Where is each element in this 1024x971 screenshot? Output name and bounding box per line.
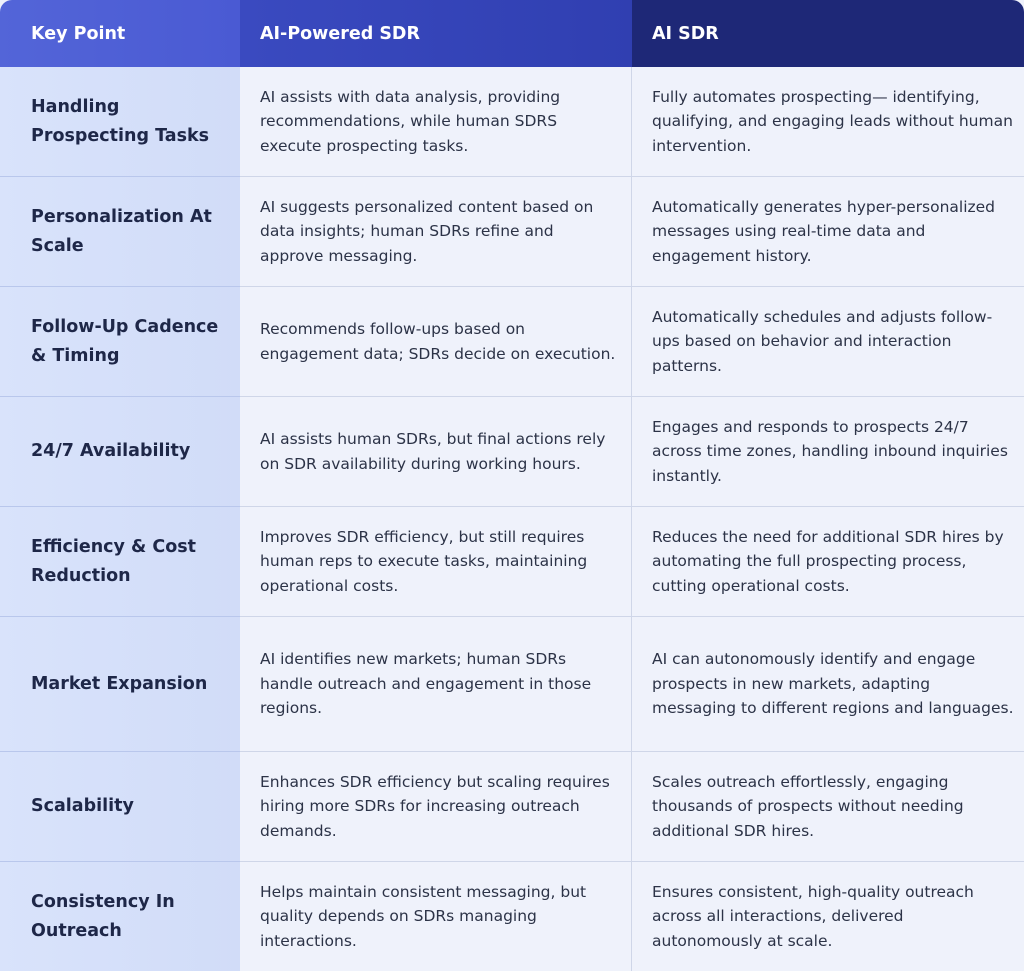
row-key: Personalization At Scale	[0, 177, 240, 287]
row-ai-sdr-cell: AI can autonomously identify and engage prospects in new markets, adapting messaging to different regions and languages.	[632, 617, 1024, 752]
row-key: Follow-Up Cadence & Timing	[0, 287, 240, 397]
row-key: Handling Prospecting Tasks	[0, 67, 240, 177]
row-ai-powered-cell: Improves SDR efficiency, but still requires human reps to execute tasks, maintaining operational costs.	[240, 507, 632, 617]
header-ai-sdr: AI SDR	[632, 0, 1024, 67]
row-key: Consistency In Outreach	[0, 862, 240, 971]
header-ai-powered-sdr: AI-Powered SDR	[240, 0, 632, 67]
row-ai-powered-cell: AI assists with data analysis, providing recommendations, while human SDRS execute prospecting tasks.	[240, 67, 632, 177]
header-key-point: Key Point	[0, 0, 240, 67]
row-ai-sdr-cell: Automatically generates hyper-personalized messages using real-time data and engagement history.	[632, 177, 1024, 287]
row-key: Efficiency & Cost Reduction	[0, 507, 240, 617]
row-ai-powered-cell: AI identifies new markets; human SDRs handle outreach and engagement in those regions.	[240, 617, 632, 752]
row-ai-sdr-cell: Scales outreach effortlessly, engaging thousands of prospects without needing additional SDR hires.	[632, 752, 1024, 862]
row-ai-sdr-cell: Reduces the need for additional SDR hires by automating the full prospecting process, cutting operational costs.	[632, 507, 1024, 617]
row-ai-powered-cell: AI suggests personalized content based on data insights; human SDRs refine and approve messaging.	[240, 177, 632, 287]
row-ai-sdr-cell: Automatically schedules and adjusts follow-ups based on behavior and interaction patterns.	[632, 287, 1024, 397]
row-ai-sdr-cell: Engages and responds to prospects 24/7 across time zones, handling inbound inquiries instantly.	[632, 397, 1024, 507]
row-ai-powered-cell: AI assists human SDRs, but final actions rely on SDR availability during working hours.	[240, 397, 632, 507]
row-ai-powered-cell: Recommends follow-ups based on engagement data; SDRs decide on execution.	[240, 287, 632, 397]
row-ai-powered-cell: Helps maintain consistent messaging, but quality depends on SDRs managing interactions.	[240, 862, 632, 971]
row-key: 24/7 Availability	[0, 397, 240, 507]
row-ai-sdr-cell: Fully automates prospecting— identifying, qualifying, and engaging leads without human intervention.	[632, 67, 1024, 177]
row-ai-powered-cell: Enhances SDR efficiency but scaling requires hiring more SDRs for increasing outreach demands.	[240, 752, 632, 862]
row-key: Market Expansion	[0, 617, 240, 752]
row-ai-sdr-cell: Ensures consistent, high-quality outreach across all interactions, delivered autonomously at scale.	[632, 862, 1024, 971]
row-key: Scalability	[0, 752, 240, 862]
